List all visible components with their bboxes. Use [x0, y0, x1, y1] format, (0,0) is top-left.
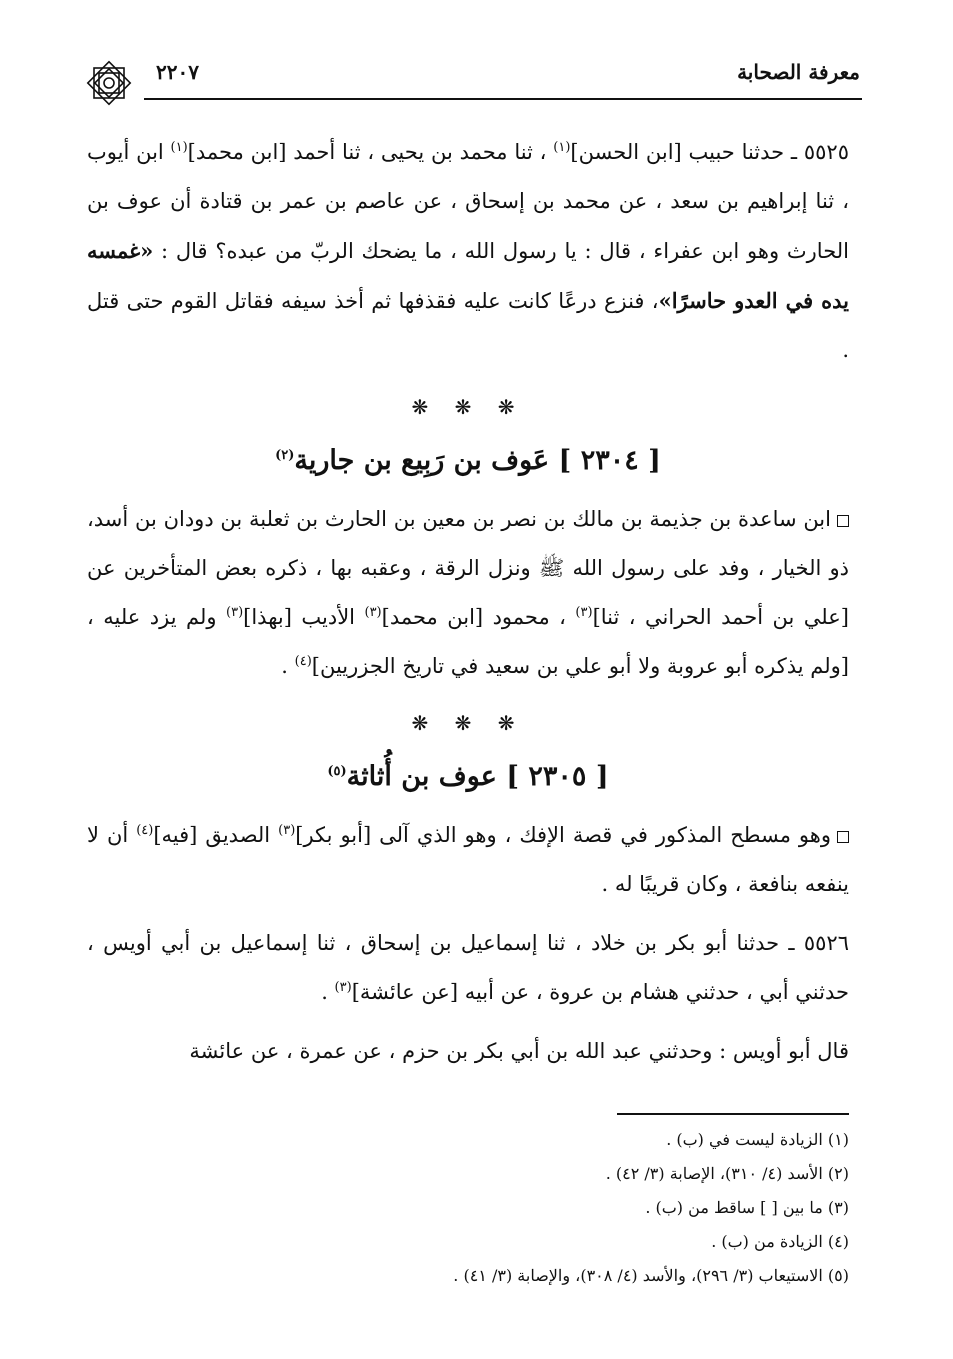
- ornament-star-icon: [82, 56, 136, 110]
- section-separator: ❋ ❋ ❋: [411, 395, 525, 419]
- square-bullet-icon: [837, 515, 849, 527]
- footnote-4: (٤) الزيادة من (ب) .: [711, 1232, 849, 1251]
- entry-title-2305: [ ٢٣٠٥ ] عوف بن أُثاثة$^{(٥)}$: [327, 761, 609, 792]
- footnote-5: (٥) الاستيعاب (٣/ ٢٩٦)، والأسد (٤/ ٣٠٨)، والإصابة (٣/ ٤١) .: [453, 1266, 849, 1285]
- header-rule: [144, 98, 862, 100]
- footnote-3: (٣) ما بين [ ] ساقط من (ب) .: [645, 1198, 849, 1217]
- continuation-line: قال أبو أويس : وحدثني عبد الله بن أبي بكر بن حزم ، عن عمرة ، عن عائشة: [189, 1039, 849, 1063]
- hadith-5525: ٥٥٢٥ ـ حدثنا حبيب [ابن الحسن]$^{(١)}$ ، ثنا محمد بن يحيى ، ثنا أحمد [ابن محمد]$^{(١)}$ ابن أيوب ، ثنا إبراهيم بن سعد ، عن محمد بن إسحاق ، عن عاصم بن عمر بن قتادة أن عوف بن الحارث وهو ابن عفراء ، قال : يا رسول الله ، ما يضحك الربّ من عبده؟ قال : «غمسه يده في العدو حاسرًا»، فنزع درعًا كانت عليه فقذفها ثم أخذ سيفه فقاتل القوم حتى قتل .: [87, 140, 849, 362]
- section-separator: ❋ ❋ ❋: [411, 711, 525, 735]
- entry-title-2304: [ ٢٣٠٤ ] عَوف بن رَبِيع بن جارية$^{(٢)}$: [275, 445, 661, 476]
- page-header: [82, 56, 862, 100]
- footnote-2: (٢) الأسد (٤/ ٣١٠)، الإصابة (٣/ ٤٢) .: [605, 1164, 849, 1183]
- footnote-rule: [617, 1113, 849, 1115]
- footnotes: [87, 1113, 849, 1293]
- prophetic-quote: «غمسه يده في العدو حاسرًا»: [87, 238, 849, 313]
- main-text: [87, 128, 849, 1082]
- book-title: معرفة الصحابة: [737, 60, 860, 84]
- page-number: ٢٢٠٧: [156, 60, 199, 84]
- hadith-5526: ٥٥٢٦ ـ حدثنا أبو بكر بن خلاد ، ثنا إسماعيل بن إسحاق ، ثنا إسماعيل بن أبي أويس ، حدثني أبي ، حدثني هشام بن عروة ، عن أبيه [عن عائشة]$^{(٣)}$ .: [87, 931, 849, 1004]
- footnote-1: (١) الزيادة ليست في (ب) .: [666, 1130, 849, 1149]
- entry-2304-text: ابن ساعدة بن جذيمة بن مالك بن نصر بن معين بن الحارث بن ثعلبة بن دودان بن أسد، ذو الخيار ، وفد على رسول الله ﷺ ونزل الرقة ، وعقبه بها ، ذكره بعض المتأخرين عن [علي بن أحمد الحراني ، ثنا]$^{(٣)}$ ، محمود [ابن محمد]$^{(٣)}$ الأديب [بهذا]$^{(٣)}$ ولم يزد عليه ، [ولم يذكره أبو عروبة ولا أبو علي بن سعيد في تاريخ الجزريين]$^{(٤)}$ .: [87, 507, 849, 678]
- entry-2305-text: وهو مسطح المذكور في قصة الإفك ، وهو الذي آلى [أبو بكر]$^{(٣)}$ الصديق [فيه]$^{(٤)}$ أن لا ينفعه بنافعة ، وكان قريبًا له .: [87, 823, 849, 896]
- square-bullet-icon: [837, 831, 849, 843]
